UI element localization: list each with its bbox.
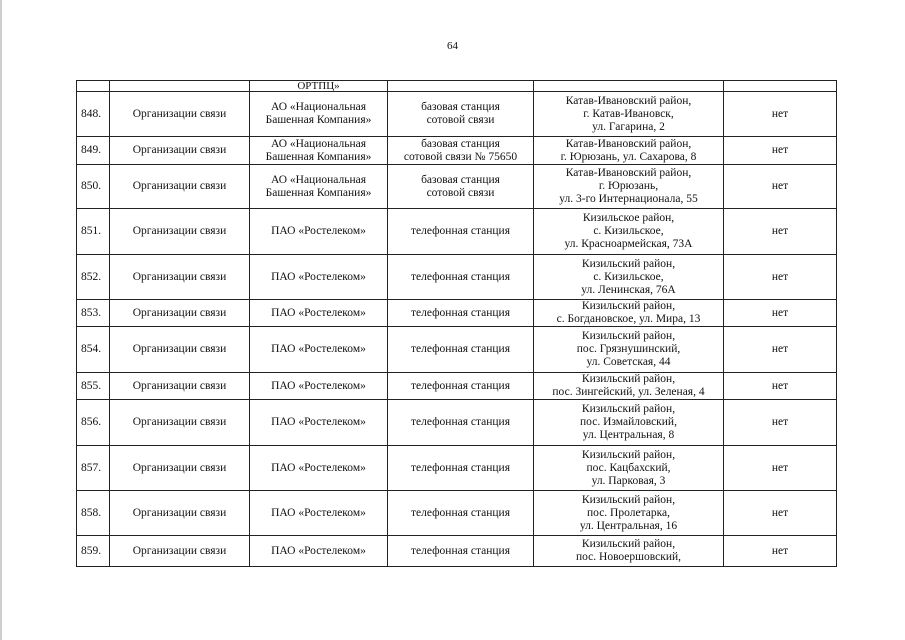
registry-table xyxy=(76,80,837,567)
category-cell: Организации связи xyxy=(110,327,250,373)
category-cell: Организации связи xyxy=(110,491,250,536)
organization-cell-line: ПАО «Ростелеком» xyxy=(271,270,366,283)
organization-cell-line: ПАО «Ростелеком» xyxy=(271,379,366,392)
category-cell: Организации связи xyxy=(110,165,250,209)
organization-cell-line: АО «Национальная xyxy=(270,137,367,150)
table-row xyxy=(77,92,837,137)
address-cell xyxy=(534,373,724,400)
table-row xyxy=(77,165,837,209)
object-cell xyxy=(388,373,534,400)
object-cell xyxy=(388,400,534,446)
object-cell-line: сотовой связи № 75650 xyxy=(403,150,518,163)
address-cell-line: пос. Измайловский, xyxy=(580,416,677,428)
object-cell xyxy=(388,536,534,567)
address-cell-line: пос. Новоершовский, xyxy=(575,551,682,563)
object-cell-line: сотовой связи xyxy=(426,186,495,199)
organization-cell xyxy=(250,400,388,446)
address-cell xyxy=(534,209,724,255)
category-cell: Организации связи xyxy=(110,400,250,446)
address-cell-line: Кизильский район, xyxy=(581,403,676,415)
table-row xyxy=(77,400,837,446)
note-cell: нет xyxy=(724,400,837,446)
organization-cell xyxy=(250,209,388,255)
address-cell-line: ул. Парковая, 3 xyxy=(591,474,666,487)
address-cell-line: с. Кизильское, xyxy=(593,270,664,283)
note-cell: нет xyxy=(724,536,837,567)
address-cell xyxy=(534,400,724,446)
table-row xyxy=(77,327,837,373)
organization-cell xyxy=(250,373,388,400)
address-cell-line: с. Кизильское, xyxy=(593,225,664,237)
table-row xyxy=(77,137,837,165)
address-cell-line: г. Юрюзань, ул. Сахарова, 8 xyxy=(560,150,697,163)
organization-cell-line: Башенная Компания» xyxy=(265,186,372,199)
address-cell-line: Кизильский район, xyxy=(581,257,676,270)
continuation-row xyxy=(77,81,837,92)
organization-cell xyxy=(250,92,388,137)
object-cell-line: телефонная станция xyxy=(410,379,511,392)
address-cell-line: Катав-Ивановский район, xyxy=(565,137,692,150)
row-number: 849. xyxy=(77,137,110,165)
organization-cell xyxy=(250,255,388,300)
row-number: 853. xyxy=(77,300,110,327)
object-cell-line: телефонная станция xyxy=(410,270,511,283)
address-cell xyxy=(534,137,724,165)
organization-cell-line: ПАО «Ростелеком» xyxy=(271,461,366,474)
table-row xyxy=(77,209,837,255)
organization-cell xyxy=(250,536,388,567)
object-cell-line: телефонная станция xyxy=(410,416,511,428)
address-cell-line: с. Богдановское, ул. Мира, 13 xyxy=(556,313,701,325)
organization-cell xyxy=(250,137,388,165)
object-cell-line: телефонная станция xyxy=(410,506,511,519)
object-cell-line: телефонная станция xyxy=(410,343,511,355)
address-cell-line: Кизильский район, xyxy=(581,448,676,461)
category-cell: Организации связи xyxy=(110,300,250,327)
address-cell-line: ул. Гагарина, 2 xyxy=(592,120,665,133)
table-row xyxy=(77,255,837,300)
note-cell: нет xyxy=(724,327,837,373)
row-number: 857. xyxy=(77,446,110,491)
address-cell-line: ул. Ленинская, 76А xyxy=(581,283,676,296)
address-cell-line: ул. Центральная, 8 xyxy=(582,429,675,441)
page-number: 64 xyxy=(447,40,458,52)
row-number: 855. xyxy=(77,373,110,400)
table-row xyxy=(77,536,837,567)
address-cell-line: ул. Центральная, 16 xyxy=(579,519,678,532)
address-cell-line: пос. Пролетарка, xyxy=(587,506,670,519)
note-cell: нет xyxy=(724,300,837,327)
category-cell: Организации связи xyxy=(110,137,250,165)
object-cell xyxy=(388,491,534,536)
note-cell: нет xyxy=(724,373,837,400)
note-cell: нет xyxy=(724,255,837,300)
address-cell xyxy=(534,255,724,300)
organization-cell-line: ПАО «Ростелеком» xyxy=(271,306,366,319)
note-cell xyxy=(724,81,837,92)
organization-cell-line: АО «Национальная xyxy=(270,101,367,113)
address-cell xyxy=(534,81,724,92)
category-cell: Организации связи xyxy=(110,446,250,491)
object-cell xyxy=(388,255,534,300)
object-cell-line: базовая станция xyxy=(421,173,500,186)
object-cell xyxy=(388,300,534,327)
row-number: 854. xyxy=(77,327,110,373)
organization-cell-line: Башенная Компания» xyxy=(265,150,372,163)
object-cell-line: сотовой связи xyxy=(426,114,495,126)
row-number xyxy=(77,81,110,92)
category-cell: Организации связи xyxy=(110,373,250,400)
object-cell xyxy=(388,137,534,165)
category-cell: Организации связи xyxy=(110,255,250,300)
note-cell: нет xyxy=(724,165,837,209)
address-cell-line: пос. Зингейский, ул. Зеленая, 4 xyxy=(552,386,705,398)
organization-cell-line: ПАО «Ростелеком» xyxy=(271,506,366,519)
note-cell: нет xyxy=(724,137,837,165)
address-cell-line: г. Юрюзань, xyxy=(598,180,659,192)
object-cell xyxy=(388,81,534,92)
note-cell: нет xyxy=(724,92,837,137)
organization-cell-line: ПАО «Ростелеком» xyxy=(271,544,366,557)
object-cell-line: телефонная станция xyxy=(410,544,511,557)
address-cell xyxy=(534,300,724,327)
object-cell-line: базовая станция xyxy=(421,101,500,113)
address-cell-line: ул. Красноармейская, 73А xyxy=(564,238,693,250)
organization-cell-line: Башенная Компания» xyxy=(265,114,372,126)
object-cell xyxy=(388,327,534,373)
address-cell xyxy=(534,446,724,491)
scan-edge xyxy=(0,0,2,640)
address-cell-line: Катав-Ивановский район, xyxy=(565,94,692,107)
table-row xyxy=(77,491,837,536)
object-cell-line: телефонная станция xyxy=(410,461,511,474)
table-row xyxy=(77,446,837,491)
organization-cell: ОРТПЦ» xyxy=(250,81,388,92)
address-cell-line: Кизильский район, xyxy=(581,493,676,506)
object-cell-line: телефонная станция xyxy=(410,306,511,319)
note-cell: нет xyxy=(724,209,837,255)
object-cell-line: базовая станция xyxy=(421,137,500,150)
address-cell-line: Катав-Ивановский район, xyxy=(565,167,692,179)
organization-cell-line: ПАО «Ростелеком» xyxy=(271,343,366,355)
organization-cell-line: АО «Национальная xyxy=(270,173,367,186)
organization-cell xyxy=(250,300,388,327)
address-cell xyxy=(534,327,724,373)
address-cell xyxy=(534,491,724,536)
organization-cell-line: ПАО «Ростелеком» xyxy=(271,416,366,428)
object-cell xyxy=(388,209,534,255)
address-cell-line: Кизильский район, xyxy=(581,300,676,312)
organization-cell xyxy=(250,327,388,373)
row-number: 859. xyxy=(77,536,110,567)
category-cell: Организации связи xyxy=(110,209,250,255)
address-cell-line: Кизильское район, xyxy=(582,212,675,224)
note-cell: нет xyxy=(724,491,837,536)
address-cell-line: Кизильский район, xyxy=(581,330,676,342)
category-cell xyxy=(110,81,250,92)
address-cell xyxy=(534,165,724,209)
row-number: 852. xyxy=(77,255,110,300)
table-row xyxy=(77,300,837,327)
address-cell xyxy=(534,536,724,567)
note-cell: нет xyxy=(724,446,837,491)
row-number: 851. xyxy=(77,209,110,255)
address-cell xyxy=(534,92,724,137)
address-cell-line: пос. Грязнушинский, xyxy=(576,343,681,355)
object-cell xyxy=(388,446,534,491)
address-cell-line: Кизильский район, xyxy=(581,373,676,385)
object-cell xyxy=(388,92,534,137)
address-cell-line: г. Катав-Ивановск, xyxy=(583,107,674,120)
organization-cell xyxy=(250,446,388,491)
row-number: 856. xyxy=(77,400,110,446)
address-cell-line: ул. Советская, 44 xyxy=(586,356,671,368)
object-cell xyxy=(388,165,534,209)
object-cell-line: телефонная станция xyxy=(410,225,511,237)
address-cell-line: ул. 3-го Интернационала, 55 xyxy=(559,193,698,205)
row-number: 858. xyxy=(77,491,110,536)
organization-cell-line: ПАО «Ростелеком» xyxy=(271,225,366,237)
row-number: 850. xyxy=(77,165,110,209)
organization-cell xyxy=(250,491,388,536)
row-number: 848. xyxy=(77,92,110,137)
address-cell-line: пос. Кацбахский, xyxy=(586,461,671,474)
category-cell: Организации связи xyxy=(110,92,250,137)
category-cell: Организации связи xyxy=(110,536,250,567)
address-cell-line: Кизильский район, xyxy=(581,538,676,550)
table-row xyxy=(77,373,837,400)
organization-cell xyxy=(250,165,388,209)
